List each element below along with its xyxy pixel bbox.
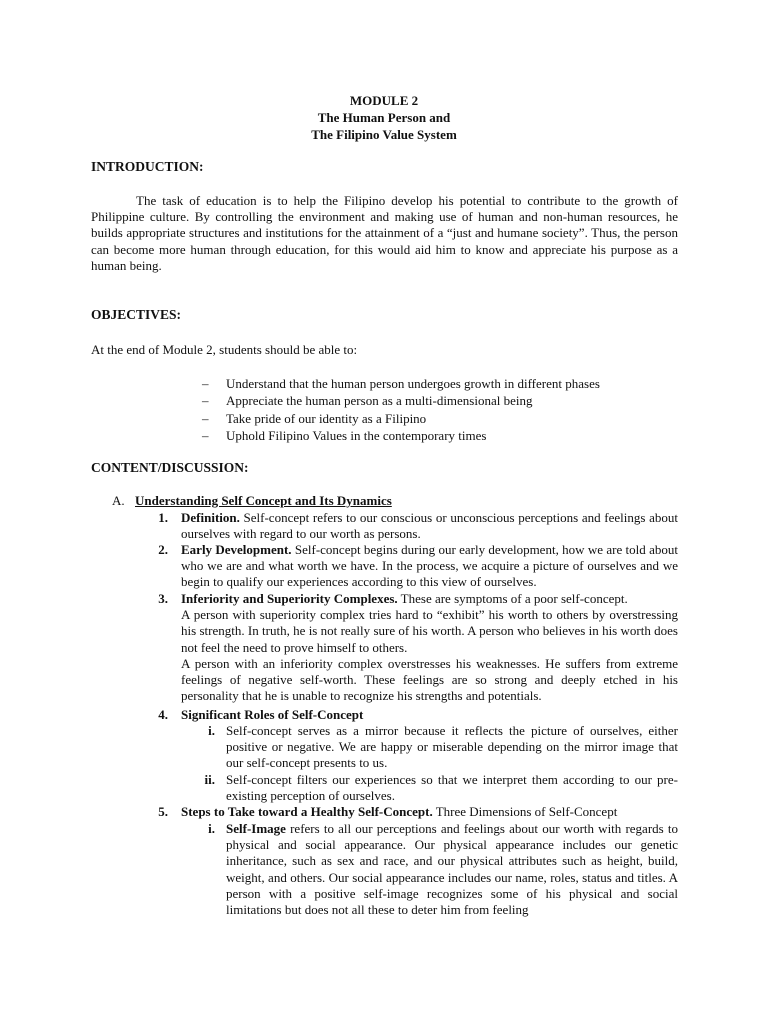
roman-numeral: i. bbox=[208, 723, 215, 738]
item-bold-label: Inferiority and Superiority Complexes. bbox=[181, 591, 398, 606]
bullet-dash: – bbox=[202, 376, 209, 391]
item-number: 1. bbox=[158, 510, 168, 525]
section-a-letter: A. bbox=[112, 493, 125, 508]
item-text: Self-concept begins during our early development, how we are told about who we are and what worth we have. In the process, we acquire a picture of ourselves and we begin to qualify our experiences according to this view of ourselves. bbox=[181, 542, 678, 590]
role-filter: Self-concept filters our experiences so that we interpret them according to our pre-existing perception of ourselves. bbox=[226, 772, 678, 804]
item-number: 2. bbox=[158, 542, 168, 557]
role-mirror: Self-concept serves as a mirror because it reflects the picture of ourselves, either positive or negative. We are happy or miserable depending on the mirror image that our self-concept presents to us. bbox=[226, 723, 678, 771]
item-bold-label: Definition. bbox=[181, 510, 240, 525]
objective-text: Take pride of our identity as a Filipino bbox=[226, 411, 427, 426]
item-complexes bbox=[181, 591, 678, 704]
item-number: 3. bbox=[158, 591, 168, 606]
item-bold-label: Early Development. bbox=[181, 542, 292, 557]
introduction-paragraph: The task of education is to help the Filipino develop his potential to contribute to the growth of Philippine culture. By controlling the environment and making use of human and non-human resources, he builds appropriate structures and institutions for the attainment of a “just and humane society”. Thus, the person can become more human through education, for this would aid him to know and appreciate his purpose as a human being. bbox=[91, 193, 678, 273]
introduction-heading: INTRODUCTION: bbox=[91, 159, 204, 174]
objective-text: Appreciate the human person as a multi-dimensional being bbox=[226, 393, 533, 408]
item-text: These are symptoms of a poor self-concept. bbox=[397, 591, 628, 606]
item-definition bbox=[181, 510, 678, 542]
bullet-dash: – bbox=[202, 428, 209, 443]
superiority-paragraph: A person with superiority complex tries hard to “exhibit” his worth to others by overstressing his strength. In truth, he is not really sure of his worth. A person who believes in his worth does not feel the need to prove himself to others. bbox=[181, 607, 678, 655]
section-a-title: Understanding Self Concept and Its Dynamics bbox=[135, 493, 392, 508]
title-line-2: The Filipino Value System bbox=[311, 127, 457, 142]
bullet-dash: – bbox=[202, 411, 209, 426]
content-heading: CONTENT/DISCUSSION: bbox=[91, 460, 249, 475]
item-number: 5. bbox=[158, 804, 168, 819]
item-text: Three Dimensions of Self-Concept bbox=[432, 804, 618, 819]
item-text: Self-concept refers to our conscious or unconscious perceptions and feelings about ourselves with regard to our worth as persons. bbox=[181, 510, 678, 542]
inferiority-paragraph: A person with an inferiority complex overstresses his weaknesses. He suffers from extreme feelings of negative self-worth. These feelings are so strong and deeply etched in his personality that he is unable to recognize his strengths and potentials. bbox=[181, 655, 678, 704]
item-first-line bbox=[181, 591, 678, 607]
roman-numeral: ii. bbox=[204, 772, 215, 787]
step-self-image bbox=[226, 821, 678, 918]
item-bold-label: Steps to Take toward a Healthy Self-Concept. bbox=[181, 804, 433, 819]
item-significant-roles bbox=[181, 707, 678, 723]
objectives-heading: OBJECTIVES: bbox=[91, 307, 182, 322]
roman-numeral: i. bbox=[208, 821, 215, 836]
item-text: refers to all our perceptions and feelings about our worth with regards to physical and social appearance. Our physical appearance includes our genetic inheritance, such as sex and race, and our physical attributes such as height, build, weight, and others. Our social appearance includes our name, roles, status and titles. A person with a positive self-image recognizes some of his physical and social limitations but does not all these to deter him from feeling bbox=[226, 821, 678, 918]
module-label: MODULE 2 bbox=[349, 93, 419, 108]
item-bold-label: Self-Image bbox=[226, 821, 286, 836]
objective-text: Understand that the human person undergoes growth in different phases bbox=[226, 376, 600, 391]
bullet-dash: – bbox=[202, 393, 209, 408]
item-healthy-self-concept bbox=[181, 804, 678, 820]
objective-text: Uphold Filipino Values in the contemporary times bbox=[226, 428, 487, 443]
item-early-development bbox=[181, 542, 678, 591]
title-line-1: The Human Person and bbox=[317, 110, 451, 125]
objectives-intro: At the end of Module 2, students should be able to: bbox=[91, 342, 358, 357]
item-bold-label: Significant Roles of Self-Concept bbox=[181, 707, 364, 722]
item-number: 4. bbox=[158, 707, 168, 722]
